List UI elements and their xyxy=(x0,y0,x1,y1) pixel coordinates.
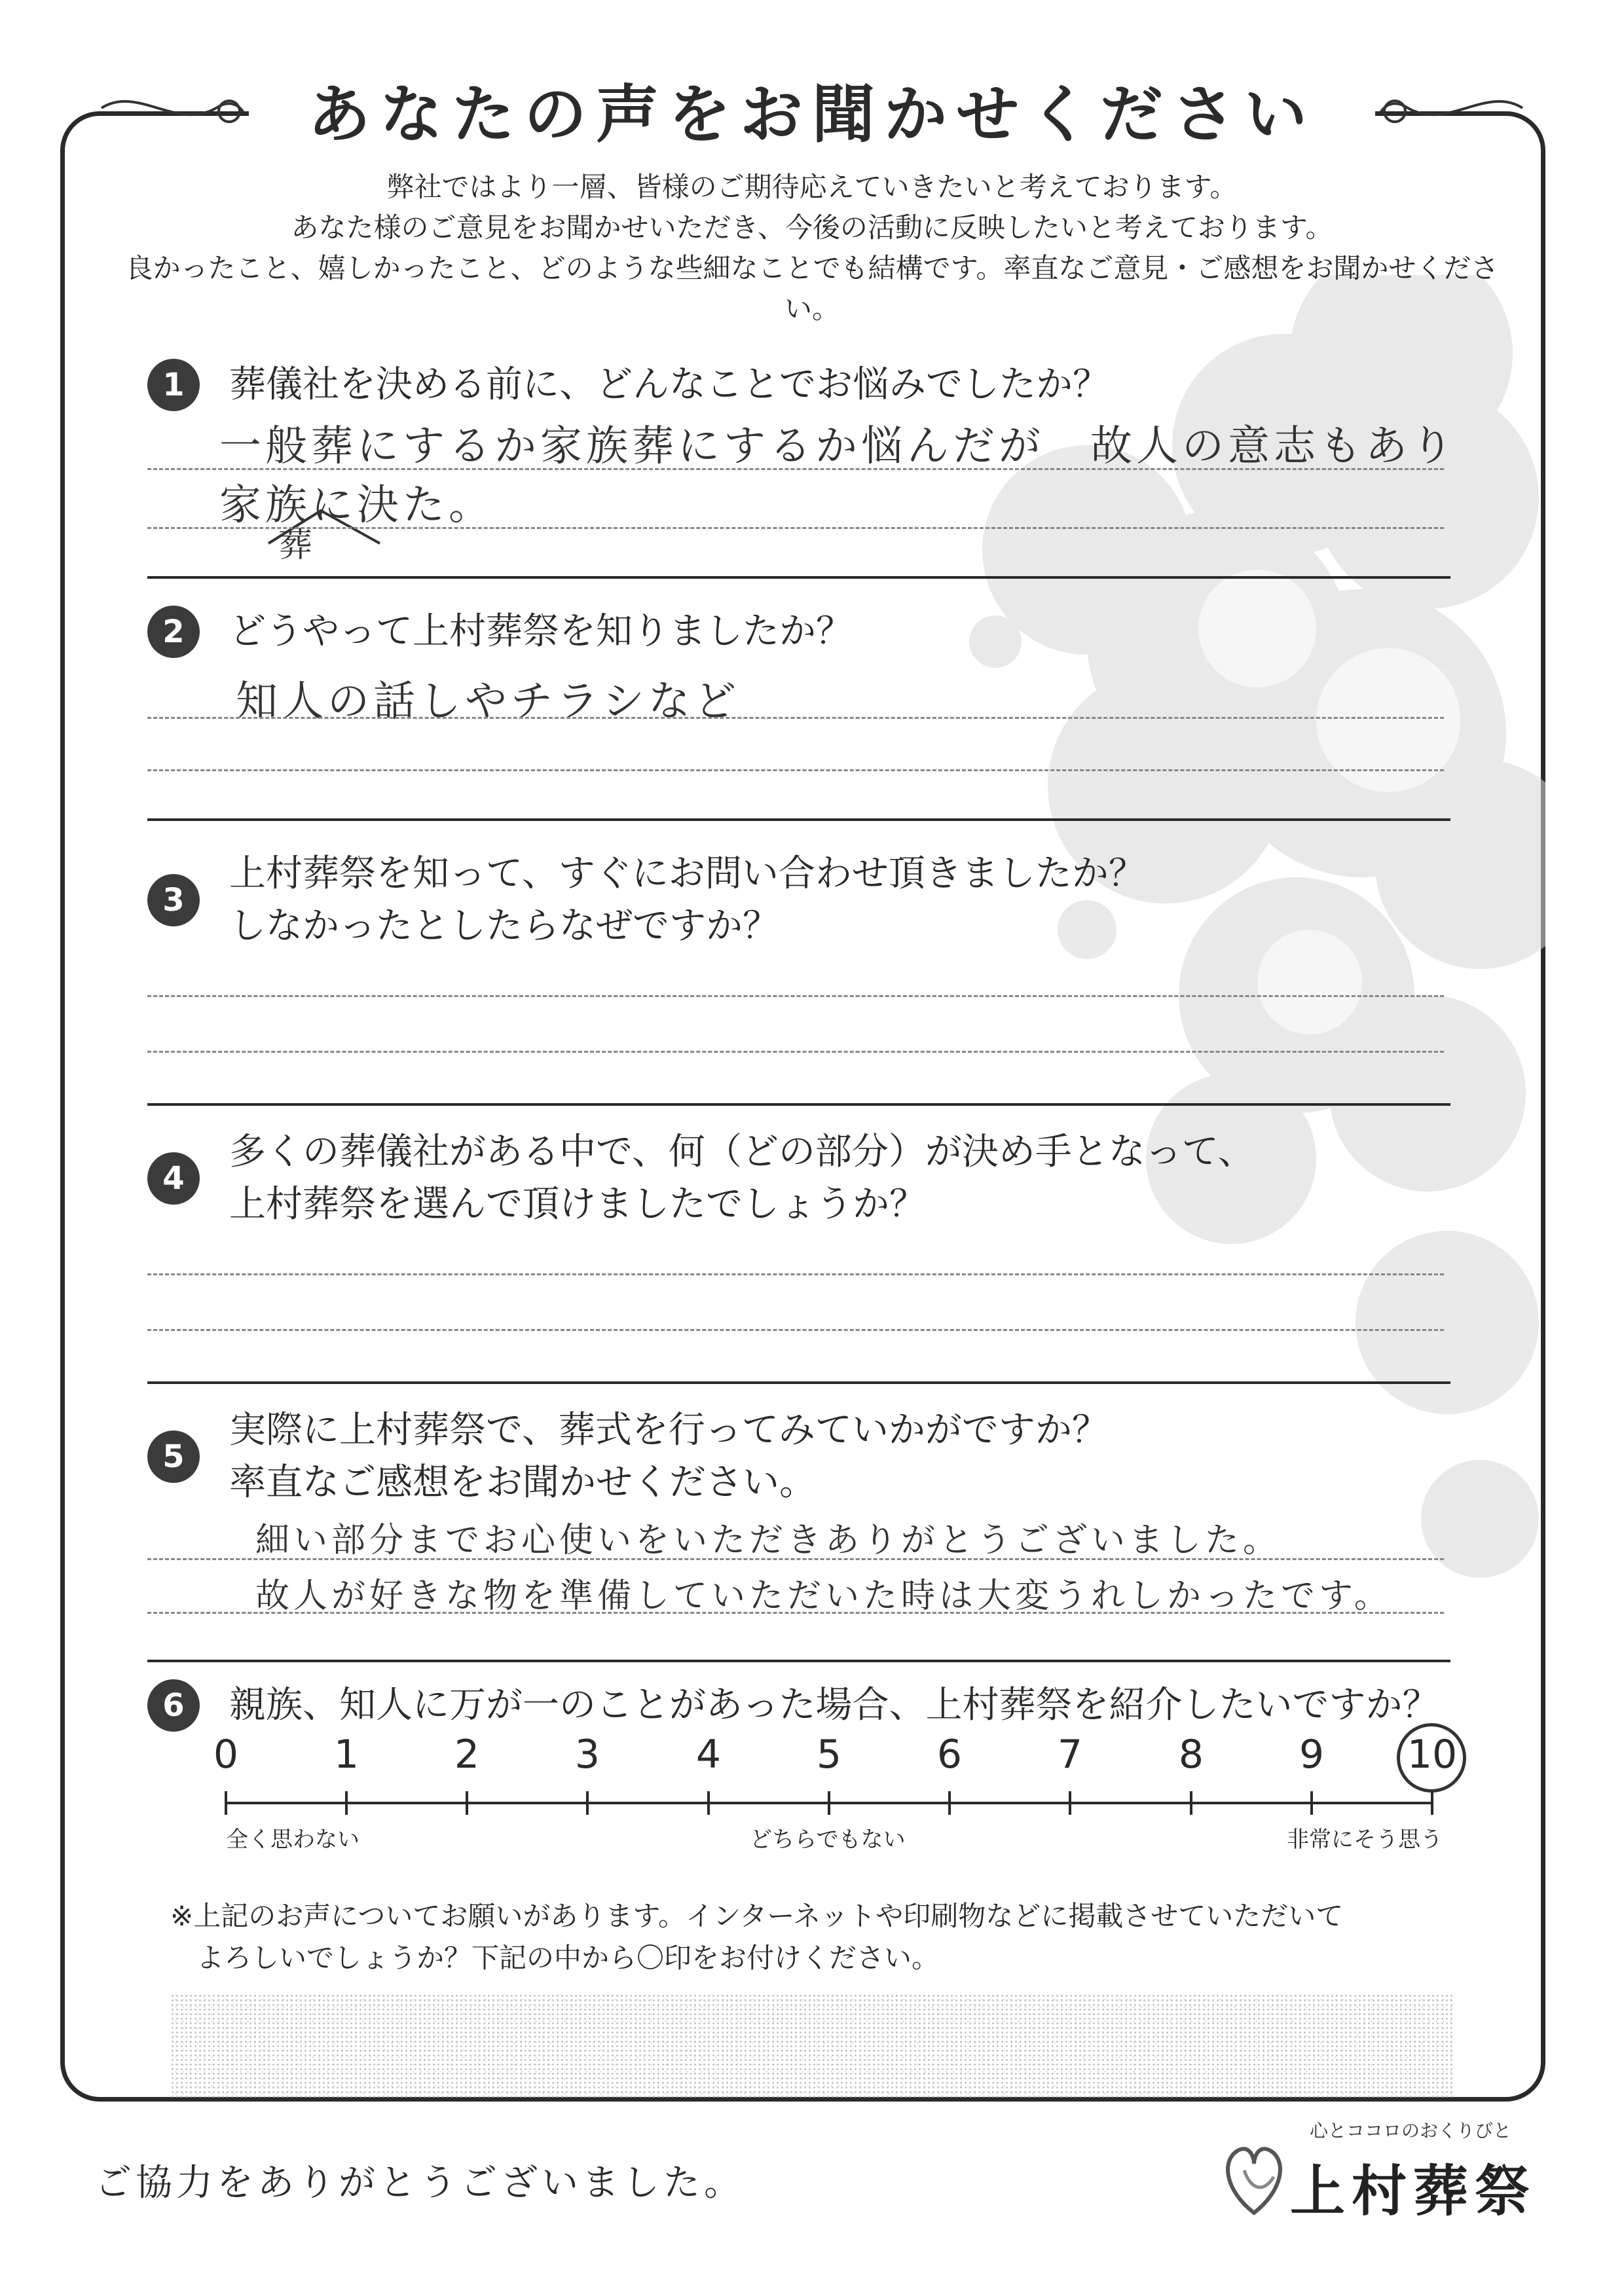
handwritten-answer: 一般葬にするか家族葬にするか悩んだが 故人の意志もあり xyxy=(219,422,1457,471)
scale-number: 1 xyxy=(333,1732,360,1777)
handwritten-answer: 故人が好きな物を準備していただいた時は大変うれしかったです。 xyxy=(255,1576,1392,1616)
handwritten-answer: 家族に決た。 xyxy=(219,481,494,530)
flourish-left-icon xyxy=(98,79,249,137)
thanks-message: ご協力をありがとうございました。 xyxy=(95,2162,745,2204)
company-logo xyxy=(1218,2111,1537,2242)
scale-number: 10 xyxy=(1407,1732,1458,1777)
scale-label-right: 非常にそう思う xyxy=(1287,1827,1443,1853)
question-number-badge: 4 xyxy=(147,1152,200,1205)
question-text: 親族、知人に万が一のことがあった場合、上村葬祭を紹介したいですか？ xyxy=(229,1684,1439,1726)
question-number-badge: 5 xyxy=(147,1430,200,1483)
answer-line xyxy=(147,769,1444,771)
intro-text xyxy=(98,167,1526,329)
section-divider xyxy=(147,1660,1450,1662)
question-text: 葬儀社を決める前に、どんなことでお悩みでしたか？ xyxy=(229,363,1109,406)
scale-number: 3 xyxy=(574,1732,600,1777)
intro-line: 良かったこと、嬉しかったこと、どのような些細なことでも結構です。率直なご意見・ご感想をお聞かせください。 xyxy=(125,252,1499,325)
note-line: よろしいでしょうか？下記の中から〇印をお付けください。 xyxy=(196,1942,940,1974)
scale-tick xyxy=(1190,1791,1192,1815)
flourish-right-icon xyxy=(1375,79,1526,137)
scale-tick xyxy=(1431,1791,1433,1815)
scale-number: 8 xyxy=(1178,1732,1204,1777)
scale-number: 6 xyxy=(936,1732,963,1777)
section-divider xyxy=(147,576,1450,579)
scale-number: 5 xyxy=(816,1732,842,1777)
question-text: 上村葬祭を知って、すぐにお問い合わせ頂きましたか？ xyxy=(229,852,1145,895)
question-number-badge: 2 xyxy=(147,606,200,658)
scale-tick xyxy=(345,1791,348,1815)
scale-tick xyxy=(466,1791,468,1815)
question-text: 実際に上村葬祭で、葬式を行ってみていかがですか？ xyxy=(229,1409,1109,1451)
logo-tagline: 心とココロのおくりびと xyxy=(1310,2120,1512,2141)
answer-line xyxy=(147,995,1444,997)
answer-line xyxy=(147,1612,1444,1614)
note-line: ※上記のお声についてお願いがあります。インターネットや印刷物などに掲載させていただいて xyxy=(170,1900,1344,1932)
scale-number: 7 xyxy=(1057,1732,1083,1777)
question-text: 多くの葬儀社がある中で、何（どの部分）が決め手となって、 xyxy=(229,1131,1255,1173)
intro-line: あなた様のご意見をお聞かせいただき、今後の活動に反映したいと考えております。 xyxy=(291,211,1333,244)
section-divider xyxy=(147,818,1450,821)
question-number-badge: 6 xyxy=(147,1679,200,1732)
scale-label-left: 全く思わない xyxy=(226,1827,360,1853)
scale-tick xyxy=(948,1791,951,1815)
handwritten-answer: 知人の話しやチラシなど xyxy=(236,678,740,726)
scale-label-mid: どちらでもない xyxy=(750,1827,906,1853)
question-number-badge: 3 xyxy=(147,874,200,926)
question-number-badge: 1 xyxy=(147,359,200,411)
question-text: 上村葬祭を選んで頂けましたでしょうか？ xyxy=(229,1183,926,1226)
answer-line xyxy=(147,468,1444,470)
answer-line xyxy=(147,1051,1444,1053)
redacted-area xyxy=(170,1994,1454,2098)
section-divider xyxy=(147,1381,1450,1384)
logo-name: 上村葬祭 xyxy=(1290,2159,1537,2223)
scale-number: 0 xyxy=(213,1732,239,1777)
scale-number: 2 xyxy=(454,1732,480,1777)
question-text: しなかったとしたらなぜですか？ xyxy=(229,905,779,947)
heart-logo-icon xyxy=(1218,2131,1290,2223)
scale-tick xyxy=(1310,1791,1313,1815)
intro-line: 弊社ではより一層、皆様のご期待応えていきたいと考えております。 xyxy=(386,171,1238,203)
scale-number: 4 xyxy=(695,1732,722,1777)
scale-tick xyxy=(586,1791,589,1815)
question-text: どうやって上村葬祭を知りましたか？ xyxy=(229,610,853,653)
answer-line xyxy=(147,1329,1444,1331)
page-title: あなたの声をお聞かせください xyxy=(308,77,1316,151)
scale-number: 9 xyxy=(1299,1732,1325,1777)
answer-line xyxy=(147,717,1444,719)
publication-consent-note xyxy=(170,1895,1343,1979)
title-container xyxy=(249,62,1375,167)
answer-line xyxy=(147,1273,1444,1275)
handwritten-correction: 葬 xyxy=(278,526,317,565)
section-divider xyxy=(147,1103,1450,1106)
scale-tick xyxy=(707,1791,710,1815)
question-text: 率直なご感想をお聞かせください。 xyxy=(229,1461,816,1504)
handwritten-answer: 細い部分までお心使いをいただきありがとうございました。 xyxy=(255,1521,1282,1560)
scale-tick xyxy=(1069,1791,1071,1815)
scale-tick xyxy=(828,1791,830,1815)
scale-tick xyxy=(225,1791,227,1815)
answer-line xyxy=(147,527,1444,529)
answer-line xyxy=(147,1558,1444,1560)
